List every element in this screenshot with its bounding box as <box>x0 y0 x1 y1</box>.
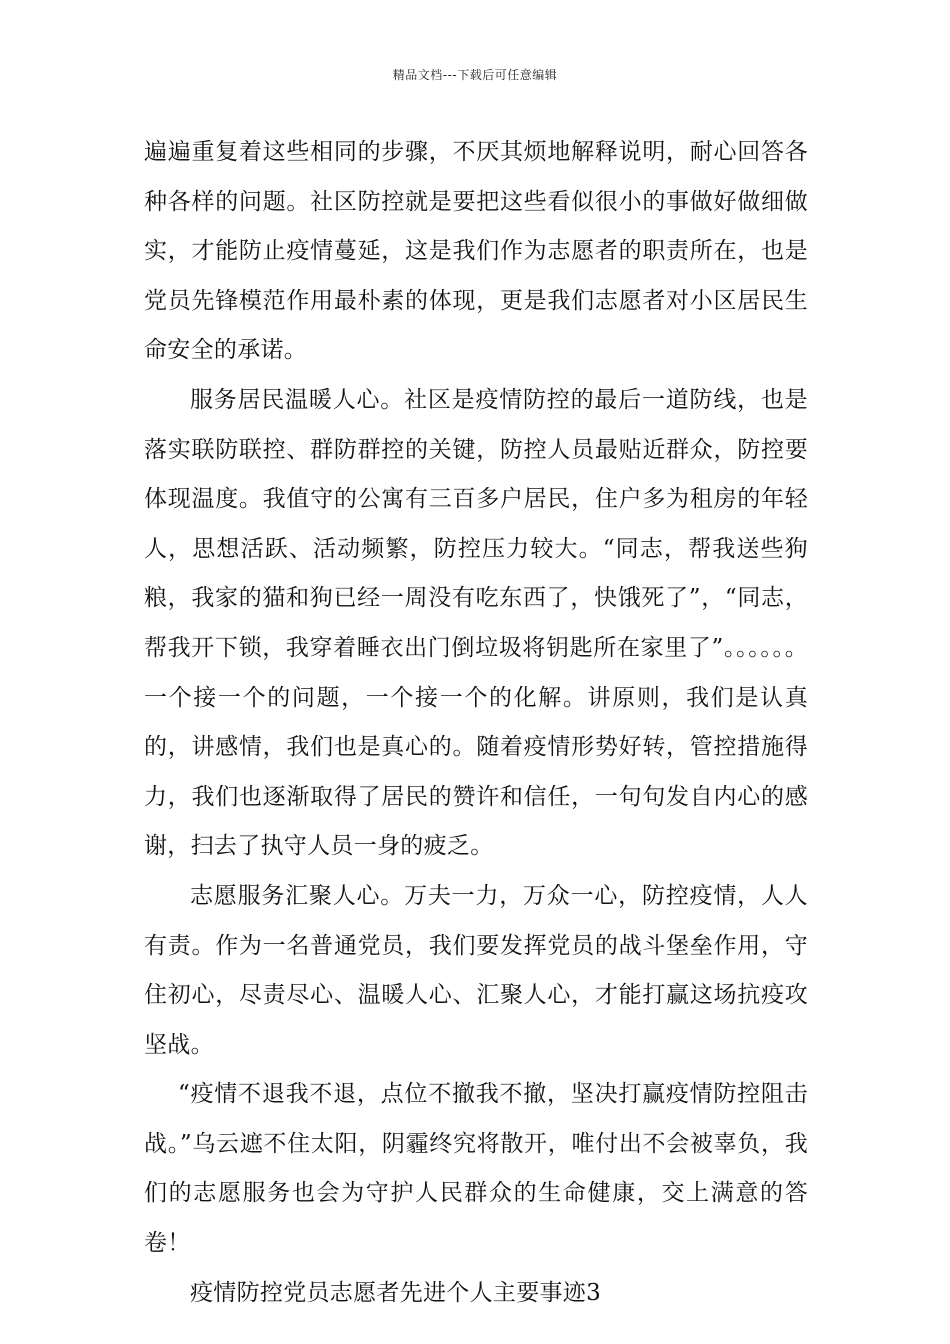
section-heading: 疫情防控党员志愿者先进个人主要事迹3 <box>190 1279 602 1306</box>
paragraph-quote: “疫情不退我不退，点位不撤我不撤，坚决打赢疫情防控阻击战。”乌云遮不住太阳，阴霾终究将散开，唯付出不会被辜负，我们的志愿服务也会为守护人民群众的生命健康，交上满意的答卷！ <box>144 1081 808 1257</box>
page-header: 精品文档---下载后可任意编辑 <box>392 68 558 82</box>
paragraph-continuation: 遍遍重复着这些相同的步骤，不厌其烦地解释说明，耐心回答各种各样的问题。社区防控就是要把这些看似很小的事做好做细做实，才能防止疫情蔓延，这是我们作为志愿者的职责所在，也是党员先锋模范作用最朴素的体现，更是我们志愿者对小区居民生命安全的承诺。 <box>144 139 808 364</box>
document-body <box>144 128 808 1318</box>
paragraph-volunteer-service: 志愿服务汇聚人心。万夫一力，万众一心，防控疫情，人人有责。作为一名普通党员，我们要发挥党员的战斗堡垒作用，守住初心，尽责尽心、温暖人心、汇聚人心，才能打赢这场抗疫攻坚战。 <box>144 882 808 1058</box>
paragraph-serve-residents: 服务居民温暖人心。社区是疫情防控的最后一道防线，也是落实联防联控、群防群控的关键，防控人员最贴近群众，防控要体现温度。我值守的公寓有三百多户居民，住户多为租房的年轻人，思想活跃、活动频繁，防控压力较大。“同志，帮我送些狗粮，我家的猫和狗已经一周没有吃东西了，快饿死了”，“同志，帮我开下锁，我穿着睡衣出门倒垃圾将钥匙所在家里了”。。。。。。一个接一个的问题，一个接一个的化解。讲原则，我们是认真的，讲感情，我们也是真心的。随着疫情形势好转，管控措施得力，我们也逐渐取得了居民的赞许和信任，一句句发自内心的感谢，扫去了执守人员一身的疲乏。 <box>144 386 808 860</box>
